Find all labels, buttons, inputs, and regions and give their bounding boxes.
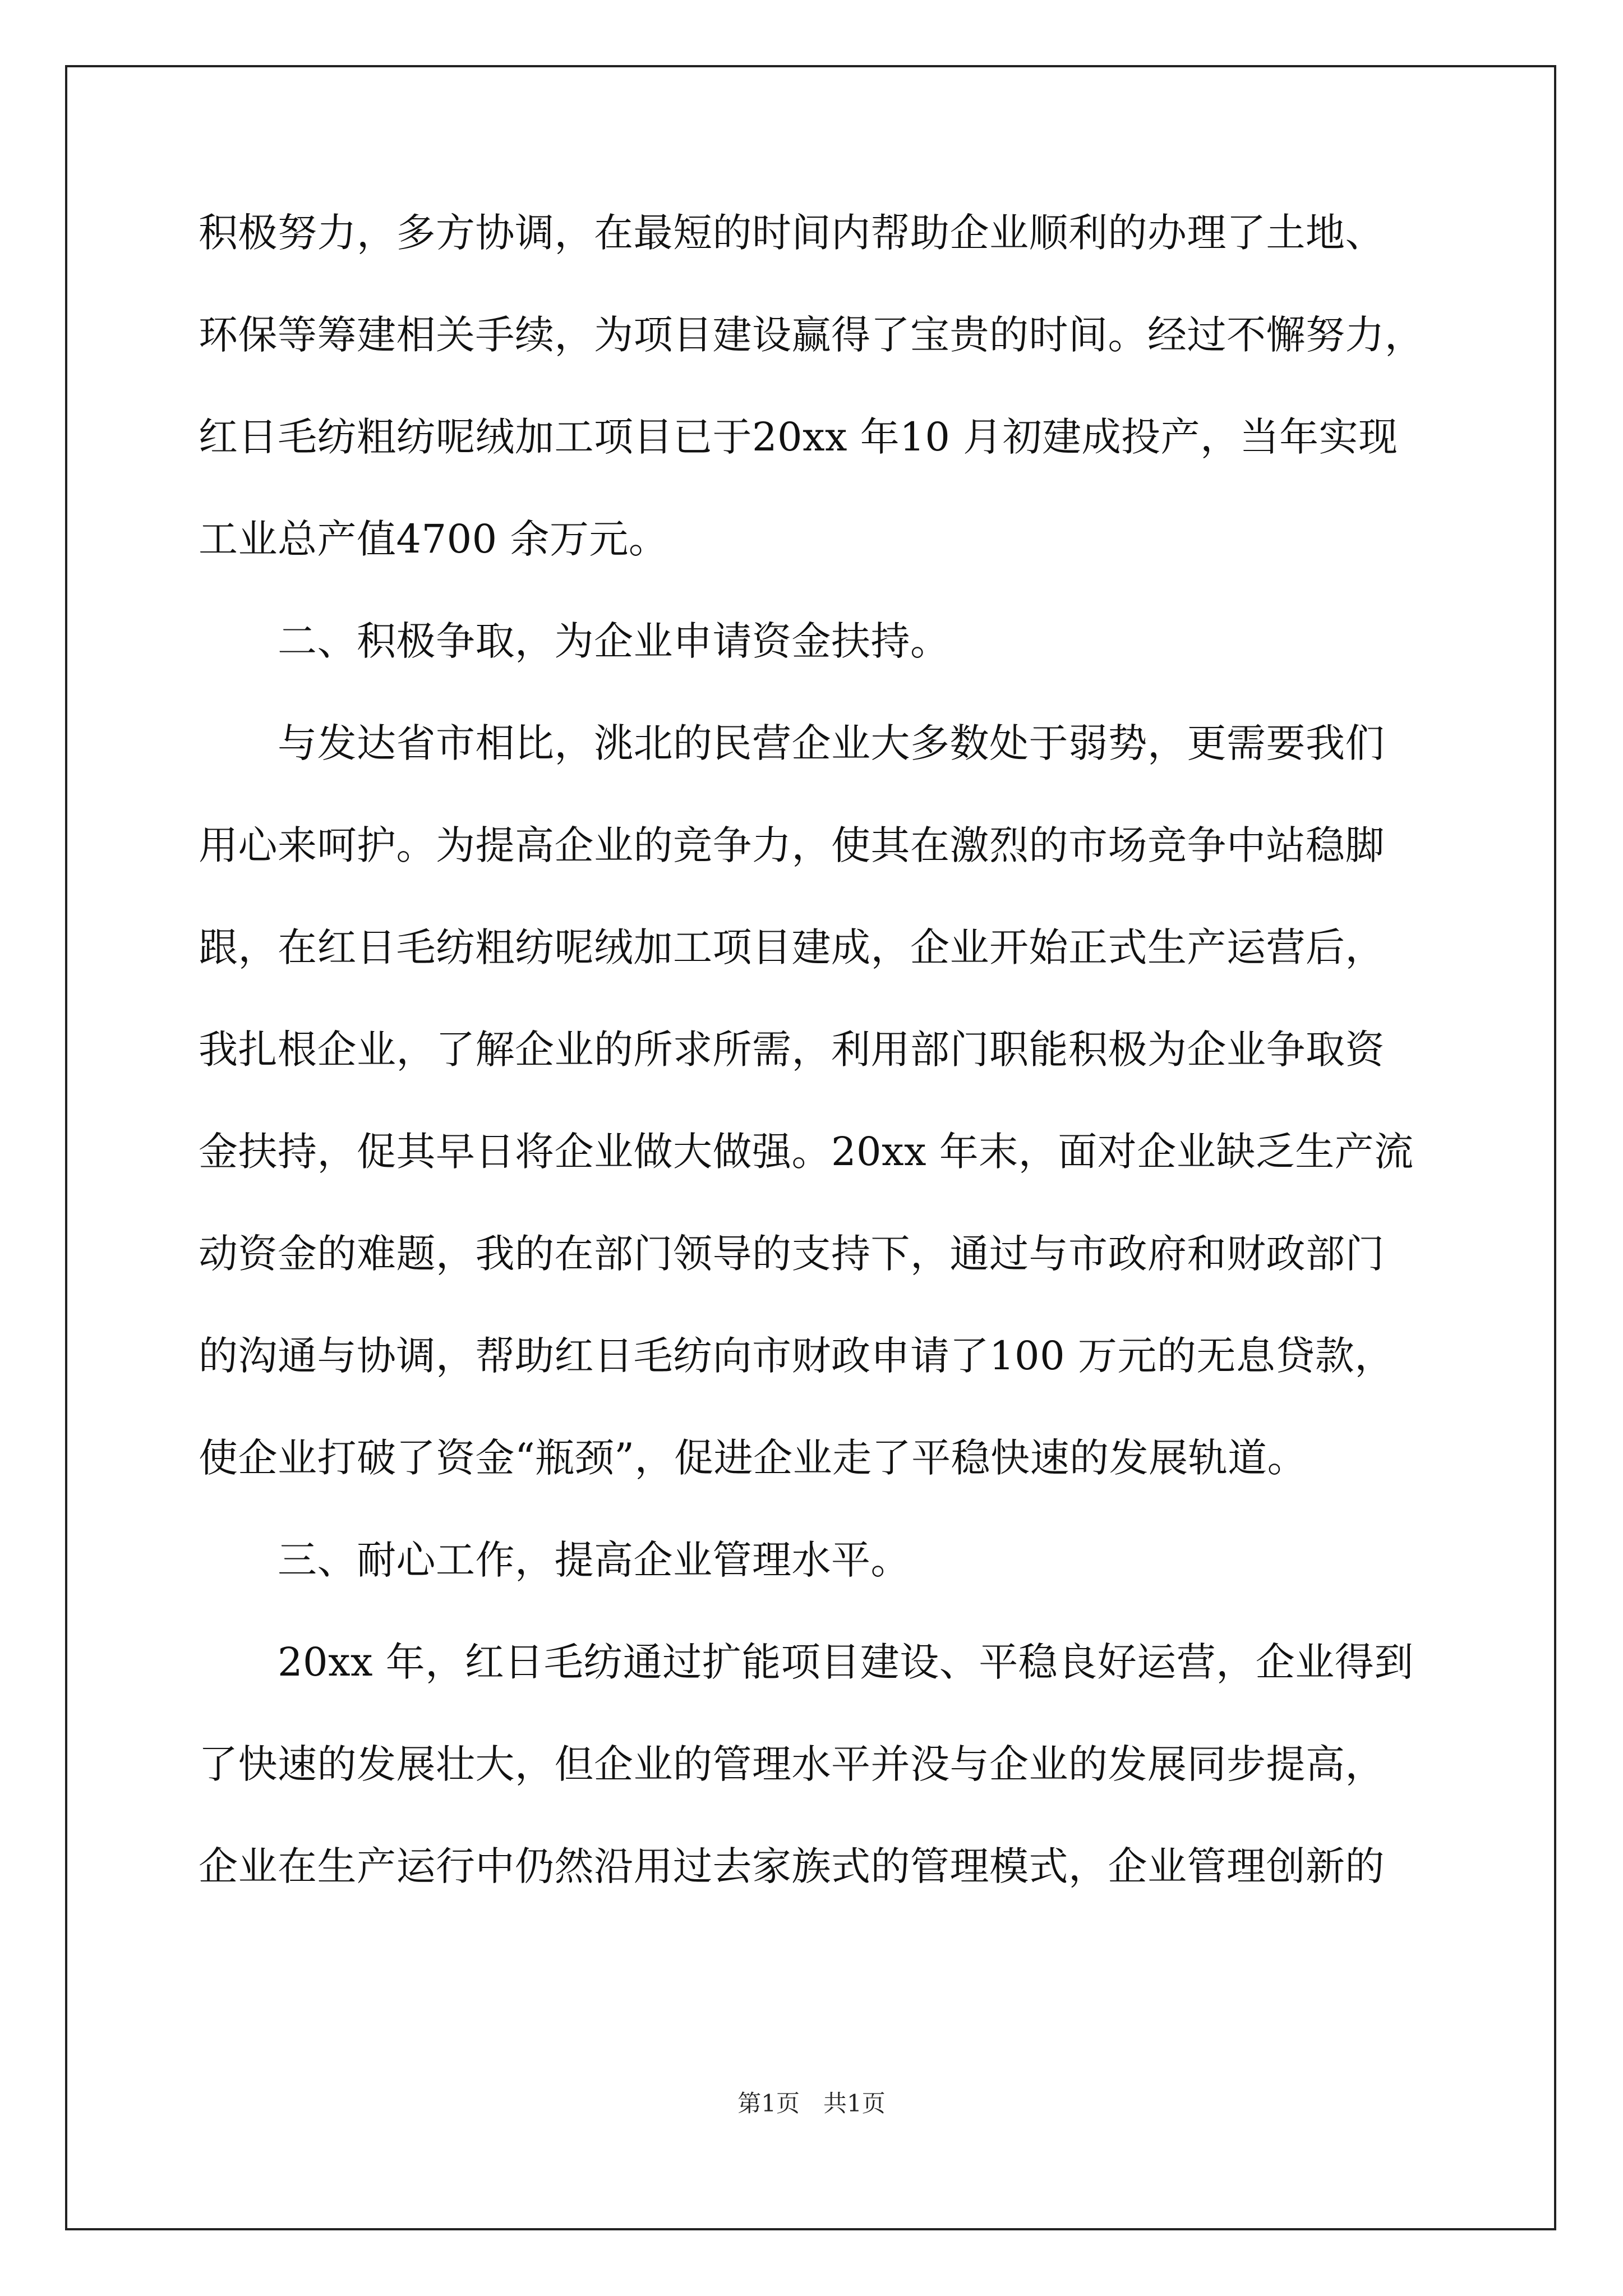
- section-heading: 三、耐心工作，提高企业管理水平。: [199, 1537, 910, 1583]
- text-line: 使企业打破了资金“瓶颈”，促进企业走了平稳快速的发展轨道。: [199, 1435, 1307, 1481]
- text-line: 企业在生产运行中仍然沿用过去家族式的管理模式，企业管理创新的: [199, 1843, 1385, 1889]
- text-line: 与发达省市相比，洮北的民营企业大多数处于弱势，更需要我们: [199, 720, 1385, 766]
- text-line: 金扶持，促其早日将企业做大做强。20xx 年末，面对企业缺乏生产流: [199, 1129, 1414, 1175]
- text-line: 动资金的难题，我的在部门领导的支持下，通过与市政府和财政部门: [199, 1231, 1385, 1277]
- text-line: 积极努力，多方协调，在最短的时间内帮助企业顺利的办理了土地、: [199, 210, 1385, 256]
- text-line: 的沟通与协调，帮助红日毛纺向市财政申请了100 万元的无息贷款，: [199, 1333, 1394, 1379]
- text-line: 跟，在红日毛纺粗纺呢绒加工项目建成，企业开始正式生产运营后，: [199, 924, 1385, 970]
- page-footer: 第1页 共1页: [737, 2090, 886, 2117]
- text-line: 环保等筹建相关手续，为项目建设赢得了宝贵的时间。经过不懈努力，: [199, 312, 1424, 358]
- text-line: 了快速的发展壮大，但企业的管理水平并没与企业的发展同步提高，: [199, 1741, 1385, 1787]
- text-line: 红日毛纺粗纺呢绒加工项目已于20xx 年10 月初建成投产，当年实现: [199, 414, 1398, 460]
- section-heading: 二、积极争取，为企业申请资金扶持。: [199, 618, 950, 664]
- text-line: 20xx 年，红日毛纺通过扩能项目建设、平稳良好运营，企业得到: [199, 1639, 1414, 1685]
- text-line: 我扎根企业，了解企业的所求所需，利用部门职能积极为企业争取资: [199, 1027, 1385, 1073]
- text-line: 用心来呵护。为提高企业的竞争力，使其在激烈的市场竞争中站稳脚: [199, 822, 1385, 868]
- text-line: 工业总产值4700 余万元。: [199, 516, 668, 562]
